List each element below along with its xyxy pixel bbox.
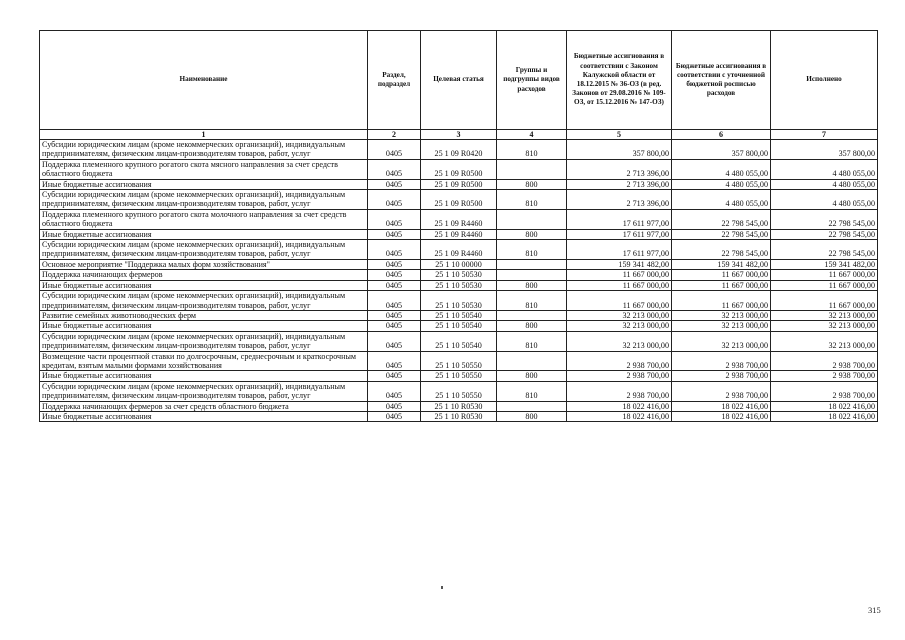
row-roster-amount-cell: 32 213 000,00: [672, 331, 771, 351]
row-section-cell: 0405: [368, 240, 421, 260]
row-section-cell: 0405: [368, 331, 421, 351]
table-row: [40, 159, 878, 179]
row-done-amount-cell: 4 480 055,00: [771, 190, 878, 210]
scan-mark: [441, 586, 443, 589]
row-law-amount-cell: 11 667 000,00: [567, 280, 672, 290]
col-number: 1: [40, 130, 368, 140]
row-roster-amount-cell: 2 938 700,00: [672, 371, 771, 381]
col-header-roster: Бюджетные ассигнования в соответствии с уточненной бюджетной росписью расходов: [672, 31, 771, 130]
row-group-cell: [497, 270, 567, 280]
table-row: [40, 209, 878, 229]
col-number: 2: [368, 130, 421, 140]
row-roster-amount-cell: 4 480 055,00: [672, 159, 771, 179]
row-name-cell: Поддержка племенного крупного рогатого скота мясного направления за счет средств областного бюджета: [40, 159, 368, 179]
row-done-amount-cell: 22 798 545,00: [771, 229, 878, 239]
row-article-cell: 25 1 10 50530: [421, 270, 497, 280]
row-article-cell: 25 1 10 50550: [421, 351, 497, 371]
col-header-done: Исполнено: [771, 31, 878, 130]
row-article-cell: 25 1 10 50530: [421, 291, 497, 311]
row-section-cell: 0405: [368, 351, 421, 371]
row-law-amount-cell: 11 667 000,00: [567, 270, 672, 280]
row-group-cell: [497, 209, 567, 229]
row-done-amount-cell: 2 938 700,00: [771, 381, 878, 401]
row-law-amount-cell: 17 611 977,00: [567, 209, 672, 229]
col-header-law: Бюджетные ассигнования в соответствии с Законом Калужской области от 18.12.2015 № 36-ОЗ (в ред. Законов от 29.08.2016 № 109-ОЗ, от 15.12.2016 № 147-ОЗ): [567, 31, 672, 130]
row-law-amount-cell: 2 938 700,00: [567, 371, 672, 381]
table-row: [40, 351, 878, 371]
table-row: [40, 240, 878, 260]
row-roster-amount-cell: 2 938 700,00: [672, 351, 771, 371]
row-group-cell: 800: [497, 411, 567, 421]
budget-table: [39, 30, 878, 422]
table-row: [40, 321, 878, 331]
row-name-cell: Развитие семейных животноводческих ферм: [40, 310, 368, 320]
table-row: [40, 291, 878, 311]
row-done-amount-cell: 2 938 700,00: [771, 371, 878, 381]
row-law-amount-cell: 17 611 977,00: [567, 229, 672, 239]
row-roster-amount-cell: 2 938 700,00: [672, 381, 771, 401]
row-name-cell: Иные бюджетные ассигнования: [40, 321, 368, 331]
row-section-cell: 0405: [368, 190, 421, 210]
col-number: 4: [497, 130, 567, 140]
col-number: 5: [567, 130, 672, 140]
row-name-cell: Иные бюджетные ассигнования: [40, 280, 368, 290]
row-article-cell: 25 1 10 50540: [421, 310, 497, 320]
row-law-amount-cell: 159 341 482,00: [567, 259, 672, 269]
row-name-cell: Субсидии юридическим лицам (кроме некоммерческих организаций), индивидуальным предпринимателям, физическим лицам-производителям товаров, работ, услуг: [40, 291, 368, 311]
row-group-cell: 800: [497, 179, 567, 189]
row-section-cell: 0405: [368, 310, 421, 320]
row-law-amount-cell: 2 938 700,00: [567, 351, 672, 371]
row-article-cell: 25 1 10 50530: [421, 280, 497, 290]
row-done-amount-cell: 2 938 700,00: [771, 351, 878, 371]
row-law-amount-cell: 357 800,00: [567, 140, 672, 160]
row-name-cell: Субсидии юридическим лицам (кроме некоммерческих организаций), индивидуальным предпринимателям, физическим лицам-производителям товаров, работ, услуг: [40, 190, 368, 210]
row-done-amount-cell: 32 213 000,00: [771, 321, 878, 331]
row-article-cell: 25 1 09 R0500: [421, 190, 497, 210]
row-done-amount-cell: 11 667 000,00: [771, 291, 878, 311]
row-roster-amount-cell: 22 798 545,00: [672, 229, 771, 239]
row-section-cell: 0405: [368, 411, 421, 421]
row-article-cell: 25 1 10 50550: [421, 371, 497, 381]
column-number-row: [40, 130, 878, 140]
row-article-cell: 25 1 09 R0500: [421, 179, 497, 189]
row-group-cell: 800: [497, 280, 567, 290]
table-row: [40, 190, 878, 210]
page-number: 315: [868, 605, 881, 615]
row-done-amount-cell: 32 213 000,00: [771, 310, 878, 320]
table-row: [40, 229, 878, 239]
row-name-cell: Возмещение части процентной ставки по долгосрочным, среднесрочным и краткосрочным кредитам, взятым малыми формами хозяйствования: [40, 351, 368, 371]
col-header-article: Целевая статья: [421, 31, 497, 130]
row-done-amount-cell: 11 667 000,00: [771, 280, 878, 290]
row-name-cell: Субсидии юридическим лицам (кроме некоммерческих организаций), индивидуальным предпринимателям, физическим лицам-производителям товаров, работ, услуг: [40, 331, 368, 351]
row-section-cell: 0405: [368, 381, 421, 401]
row-group-cell: 810: [497, 291, 567, 311]
row-done-amount-cell: 4 480 055,00: [771, 179, 878, 189]
row-roster-amount-cell: 11 667 000,00: [672, 291, 771, 311]
row-name-cell: Субсидии юридическим лицам (кроме некоммерческих организаций), индивидуальным предпринимателям, физическим лицам-производителям товаров, работ, услуг: [40, 140, 368, 160]
row-group-cell: 810: [497, 381, 567, 401]
row-group-cell: [497, 401, 567, 411]
col-number: 3: [421, 130, 497, 140]
row-article-cell: 25 1 10 50550: [421, 381, 497, 401]
row-section-cell: 0405: [368, 280, 421, 290]
row-name-cell: Иные бюджетные ассигнования: [40, 371, 368, 381]
row-roster-amount-cell: 4 480 055,00: [672, 179, 771, 189]
row-roster-amount-cell: 4 480 055,00: [672, 190, 771, 210]
row-article-cell: 25 1 09 R4460: [421, 209, 497, 229]
row-done-amount-cell: 18 022 416,00: [771, 401, 878, 411]
row-section-cell: 0405: [368, 270, 421, 280]
row-name-cell: Поддержка начинающих фермеров: [40, 270, 368, 280]
row-section-cell: 0405: [368, 140, 421, 160]
row-article-cell: 25 1 10 50540: [421, 331, 497, 351]
row-roster-amount-cell: 11 667 000,00: [672, 270, 771, 280]
row-section-cell: 0405: [368, 259, 421, 269]
table-row: [40, 259, 878, 269]
table-row: [40, 411, 878, 421]
table-header: [40, 31, 878, 140]
row-roster-amount-cell: 159 341 482,00: [672, 259, 771, 269]
col-header-group: Группы и подгруппы видов расходов: [497, 31, 567, 130]
row-law-amount-cell: 32 213 000,00: [567, 331, 672, 351]
table-body: [40, 140, 878, 422]
row-done-amount-cell: 22 798 545,00: [771, 240, 878, 260]
row-section-cell: 0405: [368, 401, 421, 411]
row-article-cell: 25 1 10 R0530: [421, 401, 497, 411]
row-roster-amount-cell: 22 798 545,00: [672, 209, 771, 229]
row-done-amount-cell: 11 667 000,00: [771, 270, 878, 280]
row-section-cell: 0405: [368, 179, 421, 189]
row-article-cell: 25 1 10 R0530: [421, 411, 497, 421]
row-roster-amount-cell: 22 798 545,00: [672, 240, 771, 260]
header-row: [40, 31, 878, 130]
row-section-cell: 0405: [368, 209, 421, 229]
row-law-amount-cell: 2 713 396,00: [567, 179, 672, 189]
row-done-amount-cell: 159 341 482,00: [771, 259, 878, 269]
row-law-amount-cell: 11 667 000,00: [567, 291, 672, 311]
row-group-cell: 810: [497, 331, 567, 351]
row-law-amount-cell: 2 713 396,00: [567, 190, 672, 210]
row-article-cell: 25 1 09 R4460: [421, 229, 497, 239]
row-law-amount-cell: 2 938 700,00: [567, 381, 672, 401]
table-row: [40, 140, 878, 160]
row-group-cell: 800: [497, 371, 567, 381]
row-group-cell: [497, 159, 567, 179]
row-roster-amount-cell: 18 022 416,00: [672, 401, 771, 411]
row-done-amount-cell: 32 213 000,00: [771, 331, 878, 351]
row-article-cell: 25 1 09 R0500: [421, 159, 497, 179]
row-group-cell: 810: [497, 190, 567, 210]
table-row: [40, 310, 878, 320]
row-roster-amount-cell: 11 667 000,00: [672, 280, 771, 290]
row-article-cell: 25 1 09 R4460: [421, 240, 497, 260]
table-row: [40, 371, 878, 381]
budget-sheet: [39, 30, 877, 422]
row-roster-amount-cell: 32 213 000,00: [672, 321, 771, 331]
row-article-cell: 25 1 09 R0420: [421, 140, 497, 160]
row-group-cell: 810: [497, 140, 567, 160]
row-group-cell: [497, 259, 567, 269]
row-law-amount-cell: 32 213 000,00: [567, 310, 672, 320]
table-row: [40, 270, 878, 280]
col-number: 7: [771, 130, 878, 140]
row-name-cell: Субсидии юридическим лицам (кроме некоммерческих организаций), индивидуальным предпринимателям, физическим лицам-производителям товаров, работ, услуг: [40, 381, 368, 401]
row-name-cell: Поддержка начинающих фермеров за счет средств областного бюджета: [40, 401, 368, 411]
row-section-cell: 0405: [368, 229, 421, 239]
col-number: 6: [672, 130, 771, 140]
row-name-cell: Иные бюджетные ассигнования: [40, 179, 368, 189]
row-group-cell: 810: [497, 240, 567, 260]
row-done-amount-cell: 4 480 055,00: [771, 159, 878, 179]
row-article-cell: 25 1 10 00000: [421, 259, 497, 269]
row-law-amount-cell: 2 713 396,00: [567, 159, 672, 179]
table-row: [40, 179, 878, 189]
row-done-amount-cell: 22 798 545,00: [771, 209, 878, 229]
row-section-cell: 0405: [368, 371, 421, 381]
row-law-amount-cell: 18 022 416,00: [567, 411, 672, 421]
col-header-section: Раздел, подраздел: [368, 31, 421, 130]
row-group-cell: [497, 310, 567, 320]
row-group-cell: 800: [497, 321, 567, 331]
row-section-cell: 0405: [368, 291, 421, 311]
row-name-cell: Субсидии юридическим лицам (кроме некоммерческих организаций), индивидуальным предпринимателям, физическим лицам-производителям товаров, работ, услуг: [40, 240, 368, 260]
row-name-cell: Иные бюджетные ассигнования: [40, 411, 368, 421]
row-name-cell: Основное мероприятие "Поддержка малых форм хозяйствования": [40, 259, 368, 269]
row-group-cell: 800: [497, 229, 567, 239]
row-article-cell: 25 1 10 50540: [421, 321, 497, 331]
row-name-cell: Поддержка племенного крупного рогатого скота молочного направления за счет средств областного бюджета: [40, 209, 368, 229]
table-row: [40, 401, 878, 411]
table-row: [40, 331, 878, 351]
col-header-name: Наименование: [40, 31, 368, 130]
row-section-cell: 0405: [368, 321, 421, 331]
table-row: [40, 381, 878, 401]
row-group-cell: [497, 351, 567, 371]
row-name-cell: Иные бюджетные ассигнования: [40, 229, 368, 239]
row-section-cell: 0405: [368, 159, 421, 179]
row-done-amount-cell: 18 022 416,00: [771, 411, 878, 421]
row-roster-amount-cell: 18 022 416,00: [672, 411, 771, 421]
row-roster-amount-cell: 32 213 000,00: [672, 310, 771, 320]
table-row: [40, 280, 878, 290]
row-roster-amount-cell: 357 800,00: [672, 140, 771, 160]
row-law-amount-cell: 17 611 977,00: [567, 240, 672, 260]
row-law-amount-cell: 18 022 416,00: [567, 401, 672, 411]
row-law-amount-cell: 32 213 000,00: [567, 321, 672, 331]
row-done-amount-cell: 357 800,00: [771, 140, 878, 160]
